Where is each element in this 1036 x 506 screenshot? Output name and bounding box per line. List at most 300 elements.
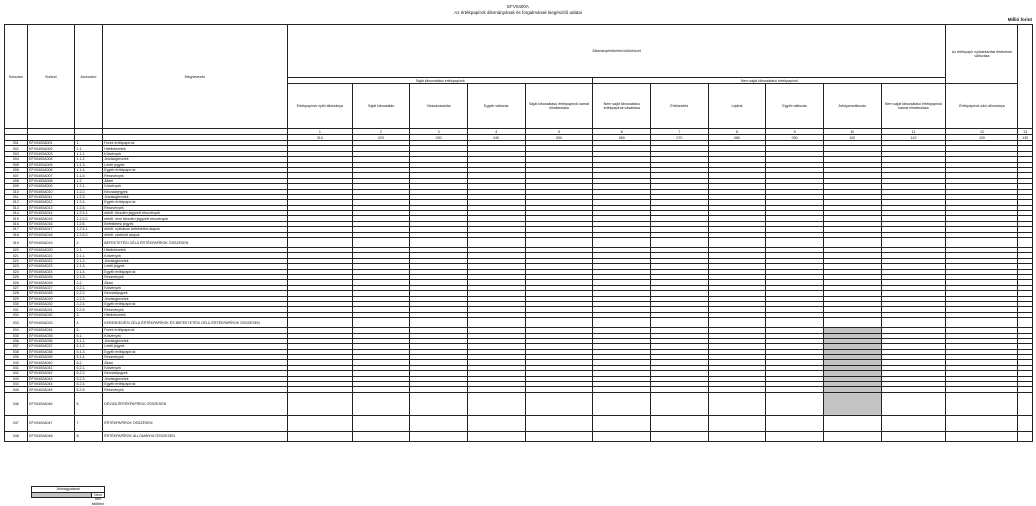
row-id: 5.1.4.: [74, 355, 102, 360]
row-number: 037: [5, 344, 28, 349]
col-number: 4: [467, 129, 525, 135]
row-code: EFV0400A034: [27, 328, 74, 333]
input-cell[interactable]: [525, 392, 593, 415]
input-cell[interactable]: [708, 415, 766, 431]
input-cell[interactable]: [352, 431, 410, 441]
row-label: Kincstárjegyek: [102, 189, 287, 194]
row-label: Egyéb értékpapírok: [102, 382, 287, 387]
input-cell[interactable]: [593, 238, 651, 248]
col-sub-5: Saját kibocsátású értékpapírok kamat elhatárolása: [525, 84, 593, 129]
row-number: 029: [5, 296, 28, 301]
col-number: 1: [287, 129, 352, 135]
row-id: 2.: [74, 238, 102, 248]
col-megnevezes: Megnevezés: [102, 25, 287, 129]
row-id: 2.2.4.: [74, 301, 102, 306]
row-number: 014: [5, 211, 28, 216]
row-code: EFV0400A036: [27, 338, 74, 343]
input-cell[interactable]: [410, 238, 468, 248]
table-row: [5, 392, 1033, 415]
col-number: 11: [881, 129, 946, 135]
row-label: Letéti jegyek: [102, 162, 287, 167]
row-number: 048: [5, 431, 28, 441]
col-code: 110: [881, 135, 946, 141]
input-cell[interactable]: [881, 318, 946, 328]
input-cell[interactable]: [525, 415, 593, 431]
row-id: 1.2.6.1.: [74, 227, 102, 232]
row-id: 4.: [74, 318, 102, 328]
input-cell[interactable]: [467, 238, 525, 248]
input-cell[interactable]: [525, 431, 593, 441]
col-code: 080: [708, 135, 766, 141]
input-cell[interactable]: [593, 318, 651, 328]
row-number: 034: [5, 328, 28, 333]
row-code: EFV0400A039: [27, 355, 74, 360]
row-code: EFV0400A017: [27, 227, 74, 232]
row-id: 5.2.3.: [74, 376, 102, 381]
input-cell[interactable]: [881, 431, 946, 441]
row-number: 021: [5, 253, 28, 258]
row-number: 013: [5, 205, 28, 210]
row-number: 018: [5, 232, 28, 237]
row-number: 028: [5, 291, 28, 296]
row-label: Egyéb értékpapírok: [102, 349, 287, 354]
row-code: EFV0400A024: [27, 269, 74, 274]
col-number: 5: [525, 129, 593, 135]
input-cell[interactable]: [766, 318, 824, 328]
row-label: Egyéb értékpapírok: [102, 167, 287, 172]
row-id: 6.: [74, 392, 102, 415]
row-number: 001: [5, 141, 28, 146]
row-id: 2.1.3.: [74, 264, 102, 269]
row-number: 026: [5, 280, 28, 285]
col-code: 040: [467, 135, 525, 141]
input-cell[interactable]: [708, 392, 766, 415]
report-title: Az értékpapírok állományának és forgalmának kiegészítő adatai: [454, 10, 582, 15]
row-number: 008: [5, 178, 28, 183]
row-number: 019: [5, 238, 28, 248]
row-id: 2.1.2.: [74, 258, 102, 263]
row-code: EFV0400A035: [27, 333, 74, 338]
row-number: 027: [5, 285, 28, 290]
row-label: BEFEKTETÉSI CÉLÚ ÉRTÉKPAPÍROK ÖSSZESEN: [102, 238, 287, 248]
row-label: Befektetési jegyek: [102, 221, 287, 226]
row-number: 039: [5, 355, 28, 360]
row-number: 046: [5, 392, 28, 415]
col-code: 020: [352, 135, 410, 141]
row-code: EFV0400A014: [27, 211, 74, 216]
row-id: 5.2.4.: [74, 382, 102, 387]
input-cell[interactable]: [593, 392, 651, 415]
row-id: 2.1.5.: [74, 274, 102, 279]
row-id: 2.2.1.: [74, 285, 102, 290]
row-code: EFV0400A023: [27, 264, 74, 269]
col-number: 7: [651, 129, 709, 135]
input-cell[interactable]: [410, 318, 468, 328]
row-label: Egyéb értékpapírok: [102, 301, 287, 306]
row-id: 1.2.: [74, 178, 102, 183]
row-id: 3.: [74, 312, 102, 317]
row-code: EFV0400A030: [27, 301, 74, 306]
row-label: Kötvények: [102, 184, 287, 189]
row-code: EFV0400A042: [27, 371, 74, 376]
row-number: 010: [5, 189, 28, 194]
col-number: 9: [766, 129, 824, 135]
row-label: Letéti jegyek: [102, 344, 287, 349]
col-code: 070: [651, 135, 709, 141]
row-number: 022: [5, 258, 28, 263]
row-code: EFV0400A046: [27, 392, 74, 415]
input-cell[interactable]: [766, 431, 824, 441]
input-cell[interactable]: [467, 415, 525, 431]
input-cell[interactable]: [410, 415, 468, 431]
row-number: 004: [5, 157, 28, 162]
input-cell[interactable]: [881, 238, 946, 248]
row-code: EFV0400A002: [27, 146, 74, 151]
row-code: EFV0400A008: [27, 178, 74, 183]
row-label: ebből: zártkörű alapok: [102, 232, 287, 237]
input-cell[interactable]: [352, 238, 410, 248]
input-cell[interactable]: [287, 318, 352, 328]
input-cell[interactable]: [467, 392, 525, 415]
row-code: EFV0400A012: [27, 200, 74, 205]
row-code: EFV0400A037: [27, 344, 74, 349]
row-label: Forint értékpapírok: [102, 141, 287, 146]
row-label: Egyéb értékpapírok: [102, 269, 287, 274]
col-code: 010: [287, 135, 352, 141]
row-id: 8.: [74, 431, 102, 441]
unit-label: Millió forint: [1007, 17, 1032, 22]
row-id: 1.: [74, 141, 102, 146]
row-label: Jelzáloglevelek: [102, 296, 287, 301]
table-row: [5, 431, 1033, 441]
input-cell[interactable]: [1018, 392, 1033, 415]
row-label: Részvények: [102, 274, 287, 279]
row-number: 043: [5, 376, 28, 381]
row-code: EFV0400A029: [27, 296, 74, 301]
input-cell[interactable]: [708, 238, 766, 248]
input-cell[interactable]: [946, 392, 1018, 415]
input-cell[interactable]: [410, 392, 468, 415]
col-number: 12: [946, 129, 1018, 135]
row-number: 024: [5, 269, 28, 274]
input-cell[interactable]: [766, 415, 824, 431]
row-code: EFV0400A028: [27, 291, 74, 296]
row-id: 1.2.4.: [74, 200, 102, 205]
row-label: Letéti jegyek: [102, 264, 287, 269]
row-label: ebből: nyilvános befektetési alapok: [102, 227, 287, 232]
col-sub-11: Nem saját kibocsátású értékpapírok kamat elhatárolása: [881, 84, 946, 129]
row-number: 002: [5, 146, 28, 151]
input-cell[interactable]: [881, 392, 946, 415]
input-cell[interactable]: [287, 238, 352, 248]
col-code: 030: [410, 135, 468, 141]
input-cell[interactable]: [651, 415, 709, 431]
report-code: EFV0400A: [507, 4, 529, 9]
row-id: 2.2.3.: [74, 296, 102, 301]
col-number: 13: [1018, 129, 1033, 135]
input-cell[interactable]: [946, 238, 1018, 248]
col-code: 060: [593, 135, 651, 141]
row-code: EFV0400A044: [27, 382, 74, 387]
row-code: EFV0400A016: [27, 221, 74, 226]
row-code: EFV0400A033: [27, 318, 74, 328]
row-label: ebből: tőzsdén jegyzett részvények: [102, 211, 287, 216]
row-id: 1.2.1.: [74, 184, 102, 189]
col-group-last: Az értékpapír nyilvántartási értékének változása: [946, 25, 1018, 84]
input-cell[interactable]: [651, 318, 709, 328]
row-label: ÉRTÉKPAPÍROK ÁLLOMÁNYA ÖSSZESEN: [102, 431, 287, 441]
row-id: 5.1.: [74, 333, 102, 338]
row-code: EFV0400A048: [27, 431, 74, 441]
input-cell[interactable]: [593, 431, 651, 441]
col-number: 10: [823, 129, 881, 135]
row-label: Kötvények: [102, 333, 287, 338]
row-label: Részvények: [102, 173, 287, 178]
row-code: EFV0400A032: [27, 312, 74, 317]
row-code: EFV0400A038: [27, 349, 74, 354]
row-label: Jelzáloglevelek: [102, 258, 287, 263]
row-number: 011: [5, 194, 28, 199]
row-number: 015: [5, 216, 28, 221]
col-group-foreign: Nem saját kibocsátású értékpapírok: [593, 78, 946, 84]
row-id: 5.: [74, 328, 102, 333]
input-cell[interactable]: [467, 318, 525, 328]
row-label: Hitelintézetek: [102, 312, 287, 317]
row-id: 2.2.5.: [74, 307, 102, 312]
row-label: Jelzáloglevelek: [102, 157, 287, 162]
row-label: Kincstárjegyek: [102, 371, 287, 376]
col-code: 090: [766, 135, 824, 141]
row-code: EFV0400A011: [27, 194, 74, 199]
input-cell[interactable]: [708, 431, 766, 441]
row-code: EFV0400A031: [27, 307, 74, 312]
input-cell[interactable]: [766, 238, 824, 248]
input-cell[interactable]: [946, 431, 1018, 441]
row-number: 003: [5, 151, 28, 156]
row-code: EFV0400A022: [27, 258, 74, 263]
row-code: EFV0400A043: [27, 376, 74, 381]
row-id: 5.1.1.: [74, 338, 102, 343]
row-label: Jelzáloglevelek: [102, 338, 287, 343]
col-number: 2: [352, 129, 410, 135]
row-number: 012: [5, 200, 28, 205]
row-id: 1.2.3.: [74, 194, 102, 199]
row-id: 5.2.2.: [74, 371, 102, 376]
row-id: 1.2.5.1.: [74, 211, 102, 216]
input-cell[interactable]: [708, 318, 766, 328]
input-cell[interactable]: [1018, 431, 1033, 441]
row-label: Részvények: [102, 387, 287, 392]
row-code: EFV0400A041: [27, 365, 74, 370]
data-table: [4, 24, 1033, 442]
row-id: 1.1.5.: [74, 173, 102, 178]
row-id: 1.2.2.: [74, 189, 102, 194]
row-number: 016: [5, 221, 28, 226]
input-cell[interactable]: [823, 415, 881, 431]
row-label: Kötvények: [102, 285, 287, 290]
input-cell[interactable]: [823, 392, 881, 415]
row-label: Kincstárjegyek: [102, 291, 287, 296]
input-cell[interactable]: [287, 415, 352, 431]
input-cell[interactable]: [525, 318, 593, 328]
input-cell[interactable]: [593, 415, 651, 431]
row-label: Jelzáloglevelek: [102, 376, 287, 381]
input-cell[interactable]: [352, 415, 410, 431]
col-sub-12: Értékpapírok záró állománya: [946, 84, 1018, 129]
row-label: KERESKEDÉSI CÉLÚ ÉRTÉKPAPÍROK ÉS BEFEKTETÉSI CÉLÚ ÉRTÉKPAPÍROK ÖSSZESEN: [102, 318, 287, 328]
row-label: Részvények: [102, 205, 287, 210]
row-label: Állam: [102, 360, 287, 365]
row-id: 1.2.6.2.: [74, 232, 102, 237]
legend-label: Nem kell kitölteni: [91, 492, 104, 506]
row-number: 035: [5, 333, 28, 338]
row-number: 017: [5, 227, 28, 232]
row-id: 5.2.: [74, 360, 102, 365]
row-label: Jelzáloglevelek: [102, 194, 287, 199]
row-number: 036: [5, 338, 28, 343]
row-number: 044: [5, 382, 28, 387]
row-label: ebből: nem tőzsdén jegyzett részvények: [102, 216, 287, 221]
row-number: 006: [5, 167, 28, 172]
row-code: EFV0400A007: [27, 173, 74, 178]
col-sorkod: Sorkód: [27, 25, 74, 129]
input-cell[interactable]: [1018, 318, 1033, 328]
row-number: 025: [5, 274, 28, 279]
row-code: EFV0400A001: [27, 141, 74, 146]
row-number: 041: [5, 365, 28, 370]
row-id: 5.2.1.: [74, 365, 102, 370]
row-code: EFV0400A005: [27, 162, 74, 167]
col-code: 130: [1018, 135, 1033, 141]
row-label: Kötvények: [102, 253, 287, 258]
legend-swatch: [32, 493, 92, 498]
input-cell[interactable]: [352, 318, 410, 328]
col-number: 6: [593, 129, 651, 135]
row-id: 1.1.2.: [74, 157, 102, 162]
row-number: 047: [5, 415, 28, 431]
row-number: 007: [5, 173, 28, 178]
row-id: 1.1.: [74, 146, 102, 151]
row-code: EFV0400A015: [27, 216, 74, 221]
row-number: 030: [5, 301, 28, 306]
row-id: 2.2.: [74, 280, 102, 285]
table-row: [5, 415, 1033, 431]
row-number: 040: [5, 360, 28, 365]
row-label: Kötvények: [102, 365, 287, 370]
row-number: 005: [5, 162, 28, 167]
input-cell[interactable]: [946, 318, 1018, 328]
row-id: 2.2.2.: [74, 291, 102, 296]
col-group-own: Saját kibocsátású értékpapírok: [287, 78, 593, 84]
col-sorszam: Sorszám: [5, 25, 28, 129]
row-code: EFV0400A045: [27, 387, 74, 392]
input-cell[interactable]: [1018, 238, 1033, 248]
row-id: 5.1.3.: [74, 349, 102, 354]
row-code: EFV0400A004: [27, 157, 74, 162]
row-code: EFV0400A027: [27, 285, 74, 290]
input-cell[interactable]: [946, 415, 1018, 431]
table-row: [5, 318, 1033, 328]
row-number: 045: [5, 387, 28, 392]
legend-title: Jelmagyarázat: [56, 487, 80, 491]
col-sub-8: Lejárat: [708, 84, 766, 129]
row-code: EFV0400A006: [27, 167, 74, 172]
row-code: EFV0400A020: [27, 248, 74, 253]
input-cell[interactable]: [467, 431, 525, 441]
row-number: 020: [5, 248, 28, 253]
row-id: 2.1.1.: [74, 253, 102, 258]
row-code: EFV0400A026: [27, 280, 74, 285]
row-code: EFV0400A013: [27, 205, 74, 210]
input-cell[interactable]: [651, 238, 709, 248]
col-sub-10: Árfolyamváltozás: [823, 84, 881, 129]
input-cell[interactable]: [881, 415, 946, 431]
col-number: 3: [410, 129, 468, 135]
input-cell[interactable]: [766, 392, 824, 415]
row-code: EFV0400A010: [27, 189, 74, 194]
col-sub-6: Nem saját kibocsátású értékpapírok vásárlása: [593, 84, 651, 129]
input-cell[interactable]: [287, 431, 352, 441]
row-label: Részvények: [102, 355, 287, 360]
row-label: Forint értékpapírok: [102, 328, 287, 333]
input-cell[interactable]: [651, 392, 709, 415]
row-id: 1.1.3.: [74, 162, 102, 167]
row-label: DEVIZA ÉRTÉKPAPÍROK ÖSSZESEN: [102, 392, 287, 415]
row-id: 1.1.1.: [74, 151, 102, 156]
col-sub-4: Egyéb változás: [467, 84, 525, 129]
row-number: 031: [5, 307, 28, 312]
input-cell[interactable]: [287, 392, 352, 415]
row-label: Részvények: [102, 307, 287, 312]
row-id: 1.2.5.2.: [74, 216, 102, 221]
row-id: 5.2.5.: [74, 387, 102, 392]
col-sub-1: Értékpapírok nyitó állománya: [287, 84, 352, 129]
row-code: EFV0400A009: [27, 184, 74, 189]
input-cell[interactable]: [823, 238, 881, 248]
row-label: Egyéb értékpapírok: [102, 200, 287, 205]
row-number: 038: [5, 349, 28, 354]
row-id: 1.2.5.: [74, 205, 102, 210]
input-cell[interactable]: [823, 318, 881, 328]
input-cell[interactable]: [525, 238, 593, 248]
row-label: Kötvények: [102, 151, 287, 156]
col-sub-9: Egyéb változás: [766, 84, 824, 129]
row-id: 1.1.4.: [74, 167, 102, 172]
row-label: Hitelintézetek: [102, 146, 287, 151]
row-label: Állam: [102, 178, 287, 183]
row-id: 7.: [74, 415, 102, 431]
col-group-main: Állományértékelési különbözet: [287, 25, 946, 78]
input-cell[interactable]: [651, 431, 709, 441]
row-code: EFV0400A019: [27, 238, 74, 248]
input-cell[interactable]: [352, 392, 410, 415]
row-label: Állam: [102, 280, 287, 285]
row-code: EFV0400A003: [27, 151, 74, 156]
row-id: 2.1.4.: [74, 269, 102, 274]
row-number: 033: [5, 318, 28, 328]
row-code: EFV0400A021: [27, 253, 74, 258]
row-label: Hitelintézetek: [102, 248, 287, 253]
row-code: EFV0400A047: [27, 415, 74, 431]
input-cell[interactable]: [1018, 415, 1033, 431]
input-cell[interactable]: [410, 431, 468, 441]
row-number: 009: [5, 184, 28, 189]
row-label: ÉRTÉKPAPÍROK ÖSSZESEN: [102, 415, 287, 431]
col-sub-3: Visszavásárlás: [410, 84, 468, 129]
col-code: 100: [823, 135, 881, 141]
table-row: [5, 238, 1033, 248]
input-cell[interactable]: [823, 431, 881, 441]
